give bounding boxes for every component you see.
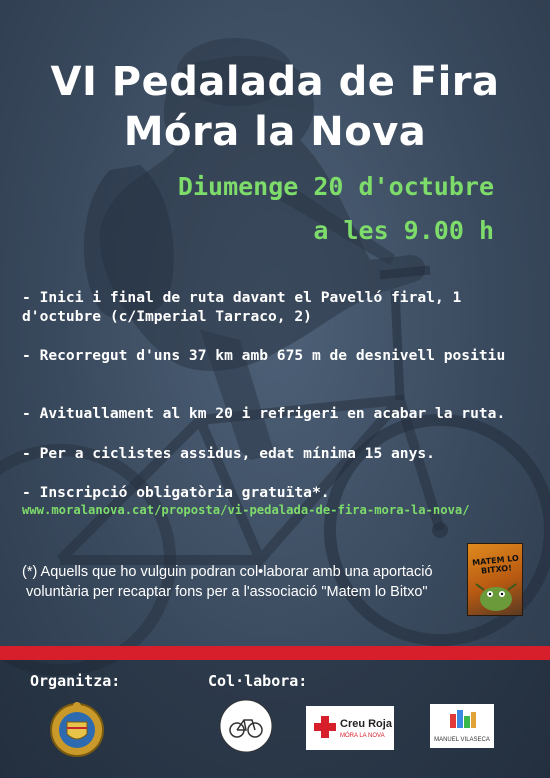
bitxo-logo-text: MATEM LO BITXO! (471, 553, 520, 576)
donation-note-line1: (*) Aquells que ho vulguin podran col•laborar amb una aportació (22, 564, 433, 580)
colabora-label: Col·labora: (208, 672, 308, 690)
info-bullet-age: - Per a ciclistes assidus, edat mínima 15 anys. (22, 445, 435, 462)
bicycle-icon (218, 698, 274, 754)
info-bullet-registration: - Inscripció obligatòria gratuïta*. (22, 484, 330, 501)
info-bullet-refreshment: - Avituallament al km 20 i refrigeri en acabar la ruta. (22, 405, 506, 422)
red-divider (0, 646, 550, 660)
donation-note-line2: voluntària per recaptar fons per a l'associació "Matem lo Bitxo" (26, 584, 428, 600)
manuel-vilaseca-logo (430, 704, 494, 748)
manuel-vilaseca-name: MANUEL VILASECA (434, 737, 490, 743)
registration-link[interactable]: www.moralanova.cat/proposta/vi-pedalada-de-fira-mora-la-nova/ (22, 503, 470, 517)
info-bullet-start: - Inici i final de ruta davant el Pavelló firal, 1 d'octubre (c/Imperial Tarraco, 2) (22, 289, 462, 325)
club-ciclista-logo (218, 698, 274, 754)
red-cross-icon (314, 716, 336, 738)
page-title-line1: VI Pedalada de Fira (50, 59, 500, 105)
creu-roja-name: Creu Roja (340, 718, 392, 730)
event-time: a les 9.00 h (313, 216, 494, 245)
manuel-vilaseca-icon (430, 704, 494, 738)
organitza-label: Organitza: (30, 672, 121, 690)
creu-roja-logo (306, 706, 394, 750)
page-title-line2: Móra la Nova (123, 109, 427, 155)
donation-note (22, 562, 452, 602)
ajuntament-shield-logo (49, 700, 105, 758)
info-bullet-route: - Recorregut d'uns 37 km amb 675 m de desnivell positiu (22, 347, 506, 364)
shield-icon (49, 700, 105, 758)
matem-lo-bitxo-logo (467, 543, 523, 616)
event-date: Diumenge 20 d'octubre (177, 172, 494, 201)
creu-roja-sub: MÓRA LA NOVA (340, 733, 385, 739)
